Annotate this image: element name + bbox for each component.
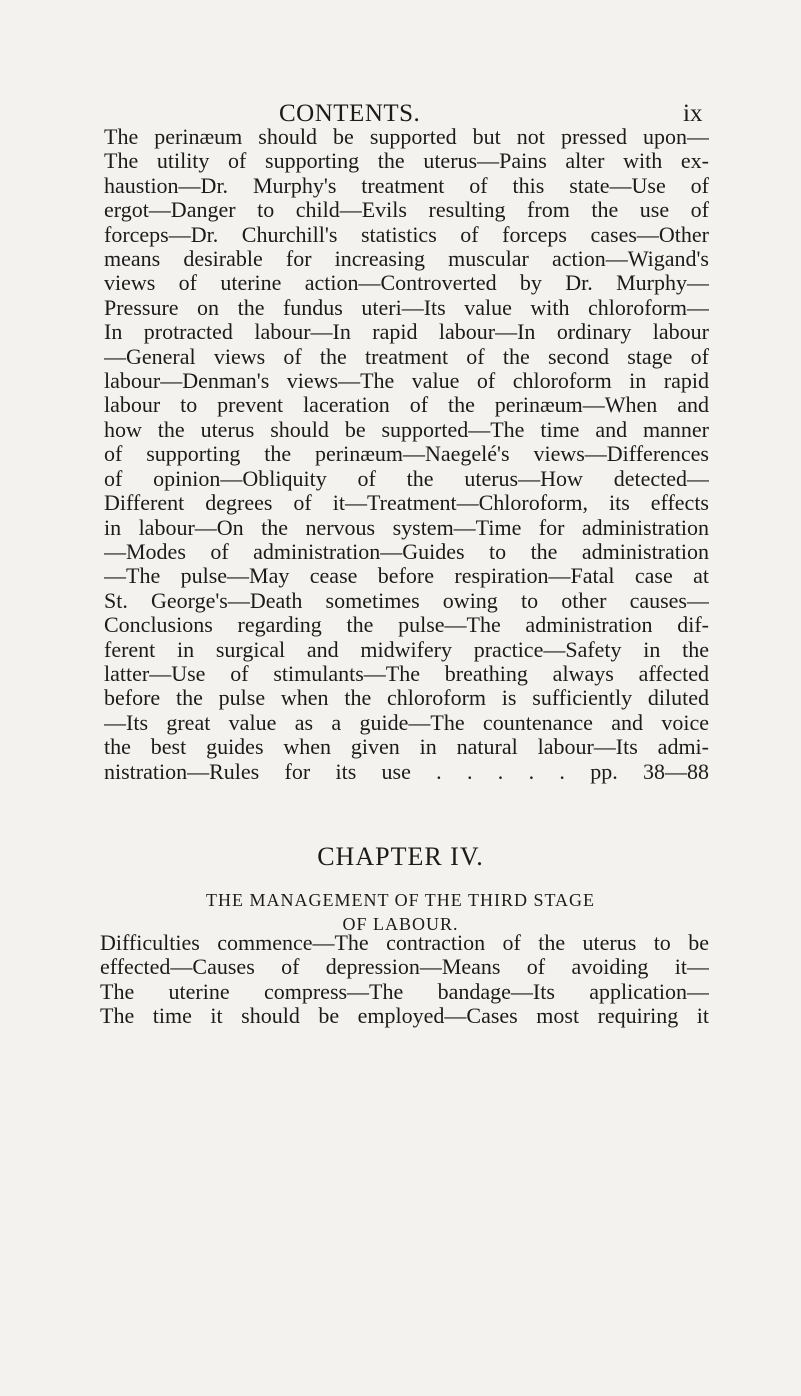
page-range-line: nistration—Rules for its use . . . . . pp. 38—88 <box>104 759 709 784</box>
text-line: The uterine compress—The bandage—Its application— <box>100 979 709 1004</box>
page-number: ix <box>683 100 703 127</box>
text-line: Pressure on the fundus uteri—Its value with chloroform— <box>104 295 709 320</box>
text-line: Conclusions regarding the pulse—The administration dif- <box>104 613 709 638</box>
contents-paragraph-chapter-3 <box>104 125 709 784</box>
text-line: latter—Use of stimulants—The breathing always affected <box>104 661 709 686</box>
text-line: haustion—Dr. Murphy's treatment of this state—Use of <box>104 173 709 198</box>
text-line: Different degrees of it—Treatment—Chloroform, its effects <box>104 491 709 516</box>
text-line: of opinion—Obliquity of the uterus—How detected— <box>104 466 709 491</box>
text-line: The time it should be employed—Cases most requiring it <box>100 1004 709 1029</box>
text-line: —The pulse—May cease before respiration—Fatal case at <box>104 564 709 589</box>
text-line: means desirable for increasing muscular action—Wigand's <box>104 247 709 272</box>
chapter-subtitle <box>0 888 801 936</box>
text-line: —Modes of administration—Guides to the administration <box>104 539 709 564</box>
chapter-subtitle-line: OF LABOUR. <box>342 914 459 934</box>
text-line: In protracted labour—In rapid labour—In ordinary labour <box>104 320 709 345</box>
text-line: St. George's—Death sometimes owing to other causes— <box>104 588 709 613</box>
text-line: labour to prevent laceration of the perinæum—When and <box>104 393 709 418</box>
text-line: —Its great value as a guide—The countenance and voice <box>104 710 709 735</box>
text-line: views of uterine action—Controverted by Dr. Murphy— <box>104 271 709 296</box>
text-line: The perinæum should be supported but not pressed upon— <box>104 125 709 149</box>
text-line: labour—Denman's views—The value of chloroform in rapid <box>104 369 709 394</box>
running-title: CONTENTS. <box>279 100 421 127</box>
text-line: forceps—Dr. Churchill's statistics of forceps cases—Other <box>104 222 709 247</box>
contents-paragraph-chapter-4 <box>100 931 709 1029</box>
text-line: in labour—On the nervous system—Time for administration <box>104 515 709 540</box>
chapter-heading: CHAPTER IV. <box>317 842 484 871</box>
text-line: before the pulse when the chloroform is sufficiently diluted <box>104 686 709 711</box>
text-line: Difficulties commence—The contraction of the uterus to be <box>100 931 709 955</box>
text-line: ergot—Danger to child—Evils resulting from the use of <box>104 198 709 223</box>
text-line: effected—Causes of depression—Means of avoiding it— <box>100 955 709 980</box>
text-line: —General views of the treatment of the second stage of <box>104 344 709 369</box>
text-line: how the uterus should be supported—The time and manner <box>104 417 709 442</box>
text-line: of supporting the perinæum—Naegelé's views—Differences <box>104 442 709 467</box>
text-line: The utility of supporting the uterus—Pains alter with ex- <box>104 149 709 174</box>
chapter-subtitle-line: THE MANAGEMENT OF THE THIRD STAGE <box>205 890 596 910</box>
text-line: ferent in surgical and midwifery practice—Safety in the <box>104 637 709 662</box>
text-line: the best guides when given in natural labour—Its admi- <box>104 735 709 760</box>
